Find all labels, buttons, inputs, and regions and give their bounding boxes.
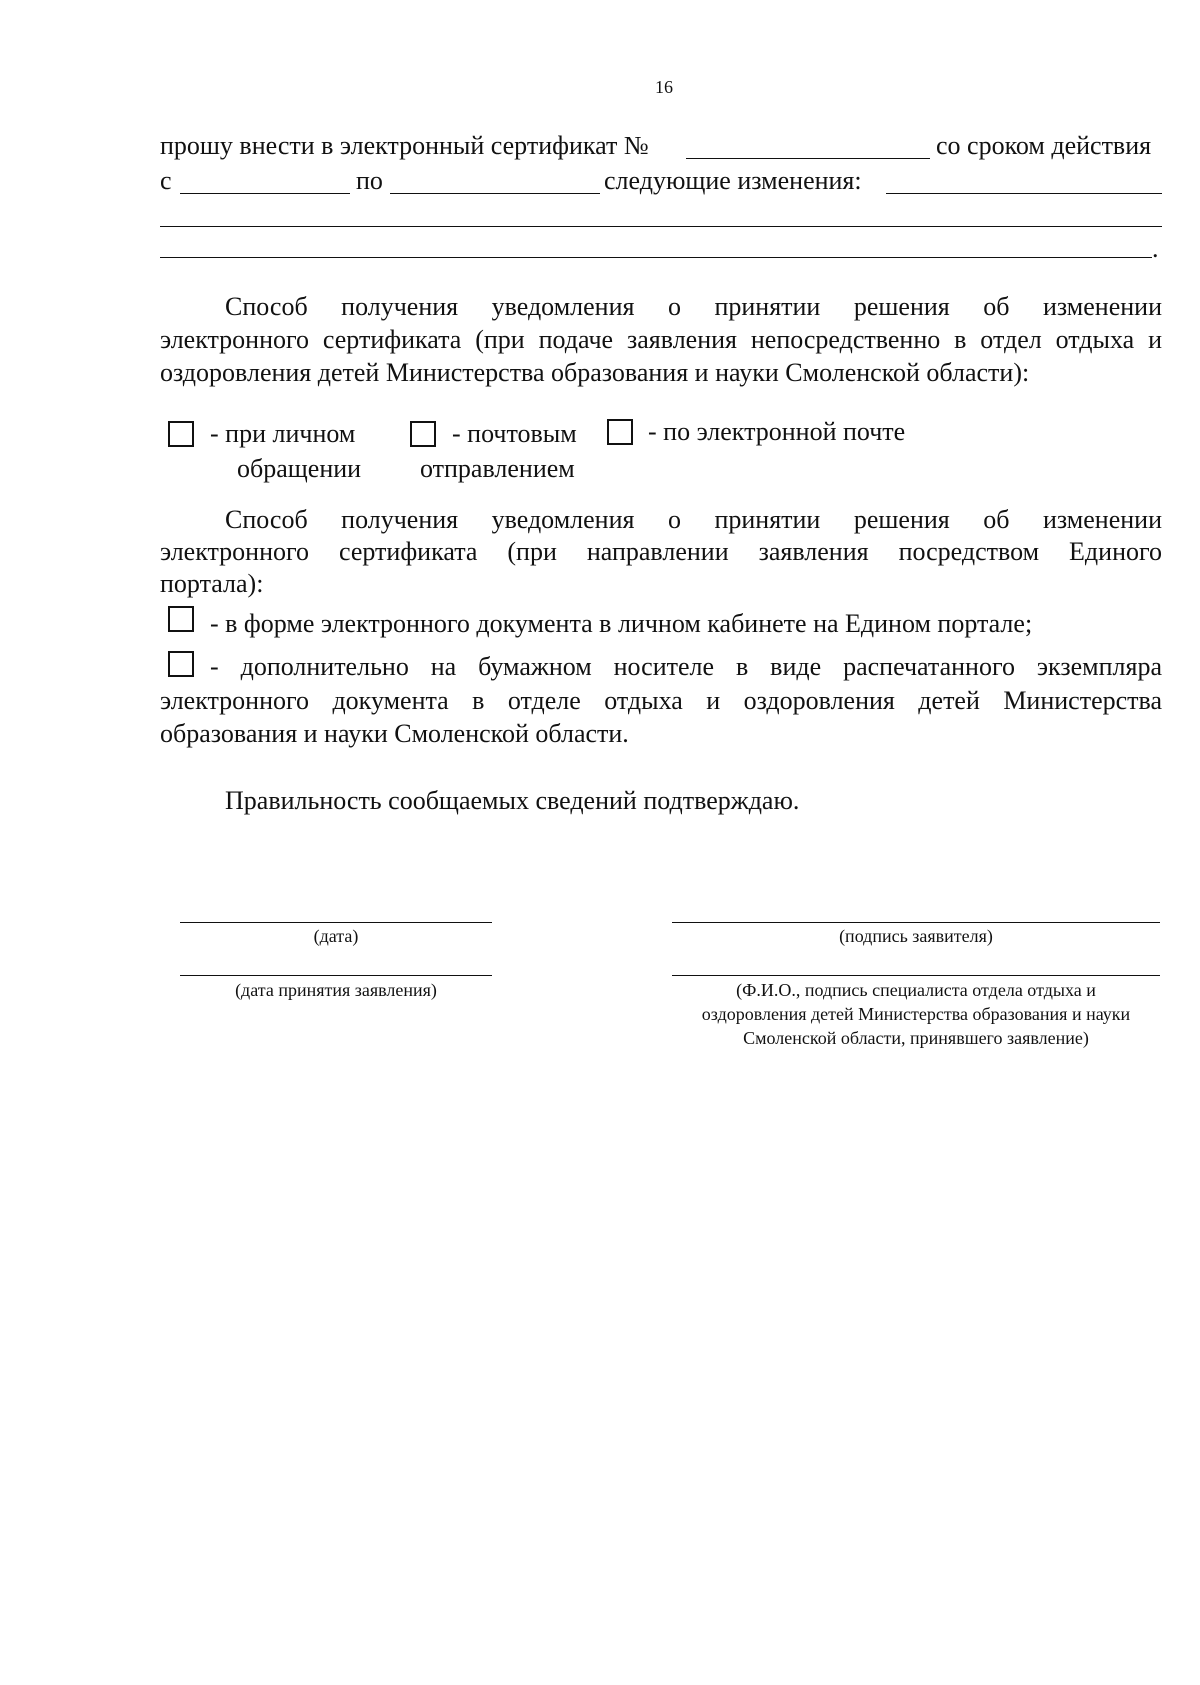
paper-copy-label-line1: - дополнительно на бумажном носителе в виде распечатанного экземпляра [210,652,1162,681]
specialist-signature-line[interactable] [672,975,1160,976]
certificate-number-field[interactable] [686,158,930,159]
personal-visit-label-line2: обращении [237,454,362,483]
valid-to-field[interactable] [390,193,600,194]
direct-paragraph-line2: электронного сертификата (при подаче заявления непосредственно в отдел отдыха и [160,325,1162,354]
portal-account-checkbox[interactable] [168,606,194,632]
date-caption: (дата) [313,926,359,946]
request-line1-suffix: со сроком действия [936,131,1152,160]
page-number: 16 [655,77,673,97]
personal-visit-label-line1: - при личном [210,419,356,448]
changes-field-line3[interactable] [160,257,1152,258]
email-label-line1: - по электронной почте [648,417,906,446]
specialist-caption-line2: оздоровления детей Министерства образования и науки [701,1004,1131,1024]
date-signature-line[interactable] [180,922,492,923]
specialist-caption-line3: Смоленской области, принявшего заявление) [743,1028,1089,1048]
request-from-label: с [160,166,172,195]
direct-paragraph-line3: оздоровления детей Министерства образования и науки Смоленской области): [160,358,1030,387]
postal-label-line2: отправлением [420,454,575,483]
paper-copy-checkbox[interactable] [168,651,194,677]
portal-paragraph-line3: портала): [160,569,264,598]
direct-paragraph-line1: Способ получения уведомления о принятии решения об изменении [225,292,1162,321]
portal-paragraph-line2: электронного сертификата (при направлении заявления посредством Единого [160,537,1162,566]
changes-end-period: . [1152,234,1159,263]
portal-paragraph-line1: Способ получения уведомления о принятии решения об изменении [225,505,1162,534]
postal-checkbox[interactable] [410,421,436,447]
personal-visit-checkbox[interactable] [168,421,194,447]
request-line1-prefix: прошу внести в электронный сертификат № [160,131,649,160]
acceptance-date-line[interactable] [180,975,492,976]
valid-from-field[interactable] [180,193,350,194]
portal-account-label: - в форме электронного документа в личном кабинете на Едином портале; [210,609,1033,638]
specialist-caption-line1: (Ф.И.О., подпись специалиста отдела отдыха и [736,980,1096,1000]
paper-copy-label-line3: образования и науки Смоленской области. [160,719,629,748]
email-checkbox[interactable] [607,419,633,445]
request-to-label: по [356,166,383,195]
applicant-signature-line[interactable] [672,922,1160,923]
confirmation-text: Правильность сообщаемых сведений подтверждаю. [225,786,800,815]
paper-copy-label-line2: электронного документа в отделе отдыха и оздоровления детей Министерства [160,686,1162,715]
acceptance-date-caption: (дата принятия заявления) [235,980,437,1000]
postal-label-line1: - почтовым [452,419,577,448]
changes-field-line1[interactable] [886,193,1162,194]
request-changes-label: следующие изменения: [604,166,862,195]
changes-field-line2[interactable] [160,226,1162,227]
applicant-signature-caption: (подпись заявителя) [839,926,993,946]
